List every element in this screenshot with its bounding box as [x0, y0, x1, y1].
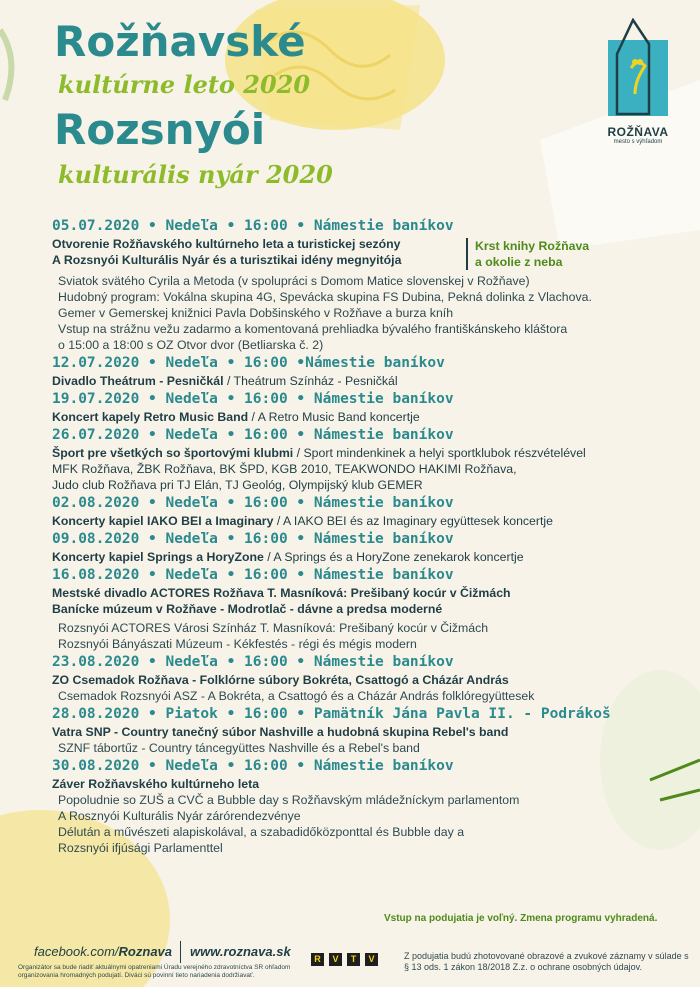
event-detail: Rozsnyói ifjúsági Parlamenttel	[58, 841, 223, 855]
footer-divider	[180, 941, 181, 963]
event-title: A Rozsnyói Kulturális Nyár és a turisztikai idény megnyitója	[52, 253, 402, 267]
event-detail: SZNF tábortűz - Country táncegyüttes Nashville és a Rebel's band	[58, 741, 420, 755]
event-title-bold: Šport pre všetkých so športovými klubmi	[52, 446, 294, 460]
event-date: 02.08.2020 • Nedeľa • 16:00 • Námestie baníkov	[52, 495, 454, 511]
event-title-bold: Koncerty kapiel IAKO BEI a Imaginary	[52, 514, 274, 528]
event-item	[52, 389, 682, 425]
event-title: ZO Csemadok Rožňava - Folklórne súbory Bokréta, Csattogó a Cházár András	[52, 673, 509, 687]
event-date: 16.08.2020 • Nedeľa • 16:00 • Námestie baníkov	[52, 567, 454, 583]
event-title: Vatra SNP - Country tanečný súbor Nashville a hudobná skupina Rebel's band	[52, 725, 509, 739]
event-title: Mestské divadlo ACTORES Rožňava T. Masníková: Prešibaný kocúr v Čižmách	[52, 586, 511, 600]
event-item	[52, 565, 682, 652]
event-side-note	[466, 238, 589, 270]
event-title-translation: / A Springs és a HoryZone zenekarok koncertje	[263, 550, 524, 564]
event-detail: Judo club Rožňava pri TJ Elán, TJ Geológ, Olympijský klub GEMER	[52, 478, 423, 492]
media-letter: R	[311, 953, 324, 966]
title-slovak: Rožňavské	[54, 17, 306, 66]
event-item	[52, 652, 682, 704]
event-item	[52, 216, 682, 353]
facebook-page: Roznava	[118, 944, 173, 959]
event-title	[52, 513, 682, 529]
event-title-bold: Koncerty kapiel Springs a HoryZone	[52, 550, 264, 564]
event-title-translation: / Sport mindenkinek a helyi sportklubok részvételével	[293, 446, 586, 460]
event-date: 09.08.2020 • Nedeľa • 16:00 • Námestie baníkov	[52, 531, 454, 547]
event-detail: A Rosznyói Kulturális Nyár zárórendezvénye	[58, 809, 301, 823]
facebook-link[interactable]	[34, 944, 172, 959]
organizer-note: Organizátor sa bude riadiť aktuálnymi opatreniami Úradu verejného zdravotníctva SR ohľadom organizovania hromadných podujatí. Diváci sú povinní tieto nariadenia dodržiavať.	[18, 964, 291, 979]
event-item	[52, 353, 682, 389]
event-date: 26.07.2020 • Nedeľa • 16:00 • Námestie baníkov	[52, 427, 454, 443]
media-partner-logo	[311, 953, 378, 966]
free-entry-notice: Vstup na podujatia je voľný. Zmena programu vyhradená.	[384, 913, 658, 924]
city-logo	[596, 18, 680, 145]
event-detail: Sviatok svätého Cyrila a Metoda (v spolupráci s Domom Matice slovenskej v Rožňave)	[58, 274, 530, 288]
event-list	[52, 216, 682, 856]
subtitle-hungarian: kulturális nyár 2020	[58, 160, 333, 189]
event-item	[52, 529, 682, 565]
event-detail: Csemadok Rozsnyói ASZ - A Bokréta, a Csattogó és a Cházár András folklóregyüttesek	[58, 689, 535, 703]
event-detail: o 15:00 a 18:00 s OZ Otvor dvor (Betliarska č. 2)	[58, 338, 324, 352]
event-title-translation: / A IAKO BEI és az Imaginary együttesek koncertje	[273, 514, 553, 528]
logo-name: ROŽŇAVA	[607, 125, 669, 139]
event-detail: Vstup na strážnu vežu zadarmo a komentovaná prehliadka bývalého františkánskeho kláštora	[58, 322, 568, 336]
event-title: Záver Rožňavského kultúrneho leta	[52, 777, 260, 791]
title-hungarian: Rozsnyói	[54, 105, 266, 154]
event-title-bold: Koncert kapely Retro Music Band	[52, 410, 249, 424]
event-item	[52, 425, 682, 493]
event-title	[52, 445, 682, 461]
event-title-translation: / A Retro Music Band koncertje	[248, 410, 420, 424]
event-detail: Hudobný program: Vokálna skupina 4G, Spevácka skupina FS Dubina, Pekná dolinka z Vlachova.	[58, 290, 592, 304]
event-date: 30.08.2020 • Nedeľa • 16:00 • Námestie baníkov	[52, 758, 454, 774]
event-item	[52, 756, 682, 856]
event-detail: Popoludnie so ZUŠ a CVČ a Bubble day s Rožňavským mládežníckym parlamentom	[58, 793, 520, 807]
media-letter: T	[347, 953, 360, 966]
event-date: 05.07.2020 • Nedeľa • 16:00 • Námestie baníkov	[52, 218, 454, 234]
website-link[interactable]: www.roznava.sk	[190, 944, 291, 959]
media-letter: V	[365, 953, 378, 966]
media-letter: V	[329, 953, 342, 966]
event-title	[52, 373, 682, 389]
event-title	[52, 549, 682, 565]
subtitle-slovak: kultúrne leto 2020	[58, 70, 311, 99]
event-detail: Gemer v Gemerskej knižnici Pavla Dobšinského v Rožňave a burza kníh	[58, 306, 454, 320]
event-detail: Rozsnyói Bányászati Múzeum - Kékfestés - régi és mégis modern	[58, 637, 417, 651]
event-title	[52, 409, 682, 425]
event-detail: MFK Rožňava, ŽBK Rožňava, BK ŠPD, KGB 2010, TEAKWONDO HAKIMI Rožňava,	[52, 462, 517, 476]
event-title: Banícke múzeum v Rožňave - Modrotlač - dávne a predsa moderné	[52, 602, 443, 616]
event-title-bold: Divadlo Theátrum - Pesničkál	[52, 374, 224, 388]
event-date: 19.07.2020 • Nedeľa • 16:00 • Námestie baníkov	[52, 391, 454, 407]
event-item	[52, 493, 682, 529]
event-title: Otvorenie Rožňavského kultúrneho leta a turistickej sezóny	[52, 237, 401, 251]
event-date: 23.08.2020 • Nedeľa • 16:00 • Námestie baníkov	[52, 654, 454, 670]
city-emblem-icon	[605, 18, 671, 116]
side-note-line: a okolie z neba	[475, 255, 563, 269]
recording-notice: Z podujatia budú zhotovované obrazové a zvukové záznamy v súlade s § 13 ods. 1 zákon 18/2018 Z.z. o ochrane osobných údajov.	[404, 951, 689, 972]
event-date: 12.07.2020 • Nedeľa • 16:00 •Námestie baníkov	[52, 355, 445, 371]
logo-tagline: mesto s výhľadom	[613, 139, 663, 145]
event-title-translation: / Theátrum Színház - Pesničkál	[223, 374, 398, 388]
footer	[0, 937, 700, 987]
event-item	[52, 704, 682, 756]
side-note-line: Krst knihy Rožňava	[475, 239, 590, 253]
event-date: 28.08.2020 • Piatok • 16:00 • Pamätník Jána Pavla II. - Podrákoš	[52, 706, 611, 722]
event-detail: Rozsnyói ACTORES Városi Színház T. Masníková: Prešibaný kocúr v Čižmách	[58, 621, 489, 635]
event-detail: Délután a művészeti alapiskolával, a szabadidőközponttal és Bubble day a	[58, 825, 465, 839]
facebook-prefix: facebook.com/	[34, 944, 119, 959]
